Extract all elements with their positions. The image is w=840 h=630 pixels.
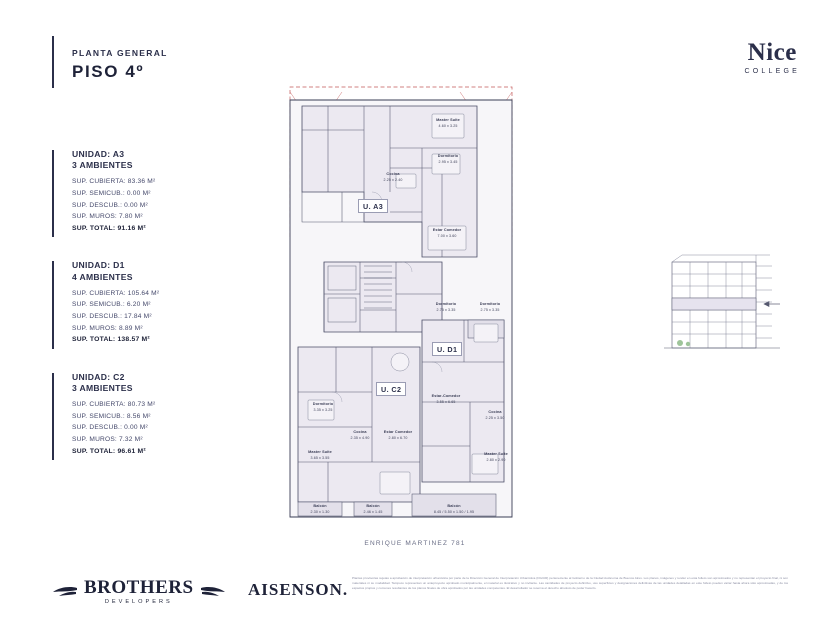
room-name: Estar Comedor xyxy=(383,430,413,434)
room-name: Balcón xyxy=(447,504,461,508)
unit-info-block-c2 xyxy=(52,371,232,458)
brothers-developers-logo xyxy=(52,578,226,605)
sup-total: SUP. TOTAL: 96.61 M² xyxy=(72,447,146,455)
room-label xyxy=(420,154,476,165)
room-dims: 3.65 x 3.55 xyxy=(310,455,330,460)
header-subtitle: PLANTA GENERAL xyxy=(72,48,168,58)
sup-muros: SUP. MUROS: 7.80 M² xyxy=(72,213,143,221)
room-dims: 2.35 x 4.90 xyxy=(350,435,370,440)
room-label xyxy=(420,118,476,129)
room-label xyxy=(420,394,472,405)
brothers-tagline: DEVELOPERS xyxy=(104,599,173,605)
room-name: Estar Comedor xyxy=(432,228,462,232)
room-dims: 2.95 x 3.45 xyxy=(438,159,458,164)
accent-bar xyxy=(52,373,54,460)
room-name: Cocina xyxy=(386,172,400,176)
street-label: ENRIQUE MARTINEZ 781 xyxy=(364,540,466,547)
room-name: Cocina xyxy=(488,410,502,414)
nice-college-logo xyxy=(745,40,800,75)
room-label xyxy=(468,302,512,313)
page-title: PISO 4º xyxy=(72,62,145,81)
sup-cubierta: SUP. CUBIERTA: 83.36 M² xyxy=(72,178,156,186)
room-name: Estar-Comedor xyxy=(431,394,461,398)
aisenson-text: AISENSON xyxy=(248,580,343,599)
header-accent-bar xyxy=(52,36,54,88)
room-dims: 2.25 x 3.50 xyxy=(485,415,505,420)
sup-total: SUP. TOTAL: 138.57 M² xyxy=(72,336,150,344)
room-dims: 8.45 / 5.50 x 1.50 / 1.95 xyxy=(433,509,475,514)
unit-tag-c2[interactable]: U. C2 xyxy=(376,382,406,396)
sup-cubierta: SUP. CUBIERTA: 105.64 M² xyxy=(72,289,160,297)
unit-code: UNIDAD: A3 xyxy=(72,149,125,159)
room-name: Cocina xyxy=(353,430,367,434)
room-label xyxy=(412,504,496,515)
unit-info-column xyxy=(52,148,232,482)
sup-muros: SUP. MUROS: 8.89 M² xyxy=(72,324,143,332)
room-dims: 2.46 x 1.45 xyxy=(363,509,383,514)
room-name: Master Suite xyxy=(436,118,460,122)
wing-left-icon xyxy=(52,585,78,599)
room-name: Master Suite xyxy=(484,452,508,456)
room-dims: 2.75 x 3.35 xyxy=(480,307,500,312)
unit-ambientes: 3 AMBIENTES xyxy=(72,160,133,171)
accent-bar xyxy=(52,150,54,237)
room-name: Dormitorio xyxy=(312,402,334,406)
room-label xyxy=(424,302,468,313)
logo-primary-text: Nice xyxy=(747,39,797,66)
room-label xyxy=(472,452,520,463)
sup-semicubierta: SUP. SEMICUB.: 0.00 M² xyxy=(72,189,151,197)
room-name: Dormitorio xyxy=(437,154,459,158)
building-elevation-diagram xyxy=(660,252,790,362)
unit-code: UNIDAD: C2 xyxy=(72,371,125,382)
room-name: Balcón xyxy=(366,504,380,508)
room-name: Dormitorio xyxy=(479,302,501,306)
sup-descubierta: SUP. DESCUB.: 0.00 M² xyxy=(72,424,148,432)
unit-tag-a3[interactable]: U. A3 xyxy=(358,199,388,213)
aisenson-dot: . xyxy=(342,580,349,599)
aisenson-logo xyxy=(248,580,348,600)
room-dims: 2.80 x 2.90 xyxy=(486,457,506,462)
room-label xyxy=(298,504,342,515)
unit-tag-d1[interactable]: U. D1 xyxy=(432,342,462,356)
room-dims: 4.60 x 3.25 xyxy=(438,123,458,128)
room-dims: 2.80 x 6.70 xyxy=(388,435,408,440)
unit-ambientes: 4 AMBIENTES xyxy=(72,271,133,282)
wing-right-icon xyxy=(200,585,226,599)
unit-ambientes: 3 AMBIENTES xyxy=(72,383,133,394)
sup-semicubierta: SUP. SEMICUB.: 6.20 M² xyxy=(72,301,151,309)
room-dims: 7.00 x 3.60 xyxy=(437,233,457,238)
room-dims: 2.25 x 2.40 xyxy=(383,177,403,182)
room-label xyxy=(372,430,424,441)
floor-plan-drawing xyxy=(272,62,558,532)
room-label xyxy=(368,172,418,183)
sup-semicubierta: SUP. SEMICUB.: 8.56 M² xyxy=(72,412,151,420)
room-dims: 2.30 x 1.30 xyxy=(310,509,330,514)
accent-bar xyxy=(52,261,54,348)
room-name: Master Suite xyxy=(308,450,332,454)
room-label xyxy=(300,402,346,413)
sup-descubierta: SUP. DESCUB.: 17.84 M² xyxy=(72,313,152,320)
unit-code: UNIDAD: D1 xyxy=(72,260,125,271)
room-label xyxy=(418,228,476,239)
unit-info-block-a3 xyxy=(52,148,232,235)
brothers-name: BROTHERS xyxy=(84,577,194,598)
room-dims: 3.55 x 6.65 xyxy=(436,399,456,404)
room-dims: 2.75 x 3.35 xyxy=(436,307,456,312)
room-label xyxy=(296,450,344,461)
room-dims: 3.35 x 3.25 xyxy=(313,407,333,412)
logo-secondary-text: COLLEGE xyxy=(744,68,800,75)
sup-cubierta: SUP. CUBIERTA: 80.73 M² xyxy=(72,401,156,409)
unit-info-block-d1 xyxy=(52,259,232,346)
sup-muros: SUP. MUROS: 7.32 M² xyxy=(72,436,143,444)
sup-total: SUP. TOTAL: 91.16 M² xyxy=(72,224,146,232)
room-name: Dormitorio xyxy=(435,302,457,306)
room-label xyxy=(354,504,392,515)
room-name: Balcón xyxy=(313,504,327,508)
room-label xyxy=(472,410,518,421)
legal-disclaimer: Plantas provisorias sujetas a aprobación de interpretación urbanística por parte de la Dirección General de Interpretación Urbanística (DGIUR) perteneciente al Gobierno de la Ciudad Autónoma de Buenos Aires. Los planos, imágenes y render en esta folleto son aproximados y no representan el proyecto final, ni son materiales ni su modalidad. Tampoco representan un anteproyecto aprobado municipalmente, el material es ilustrativo y no invitante. Las cantidades de proyecto definitivo, uso superficies y designaciones definitivas de las unidades detalladas en este folleto pueden variar hasta ahora sólo aproximadas, y de los espacios propios y comunes resultantes de los planos finales de obra aprobados por las unidades competentes. El desarrollador se reserva el derecho absoluto de poder hacerlo. xyxy=(352,576,788,590)
sup-descubierta: SUP. DESCUB.: 0.00 M² xyxy=(72,201,148,209)
